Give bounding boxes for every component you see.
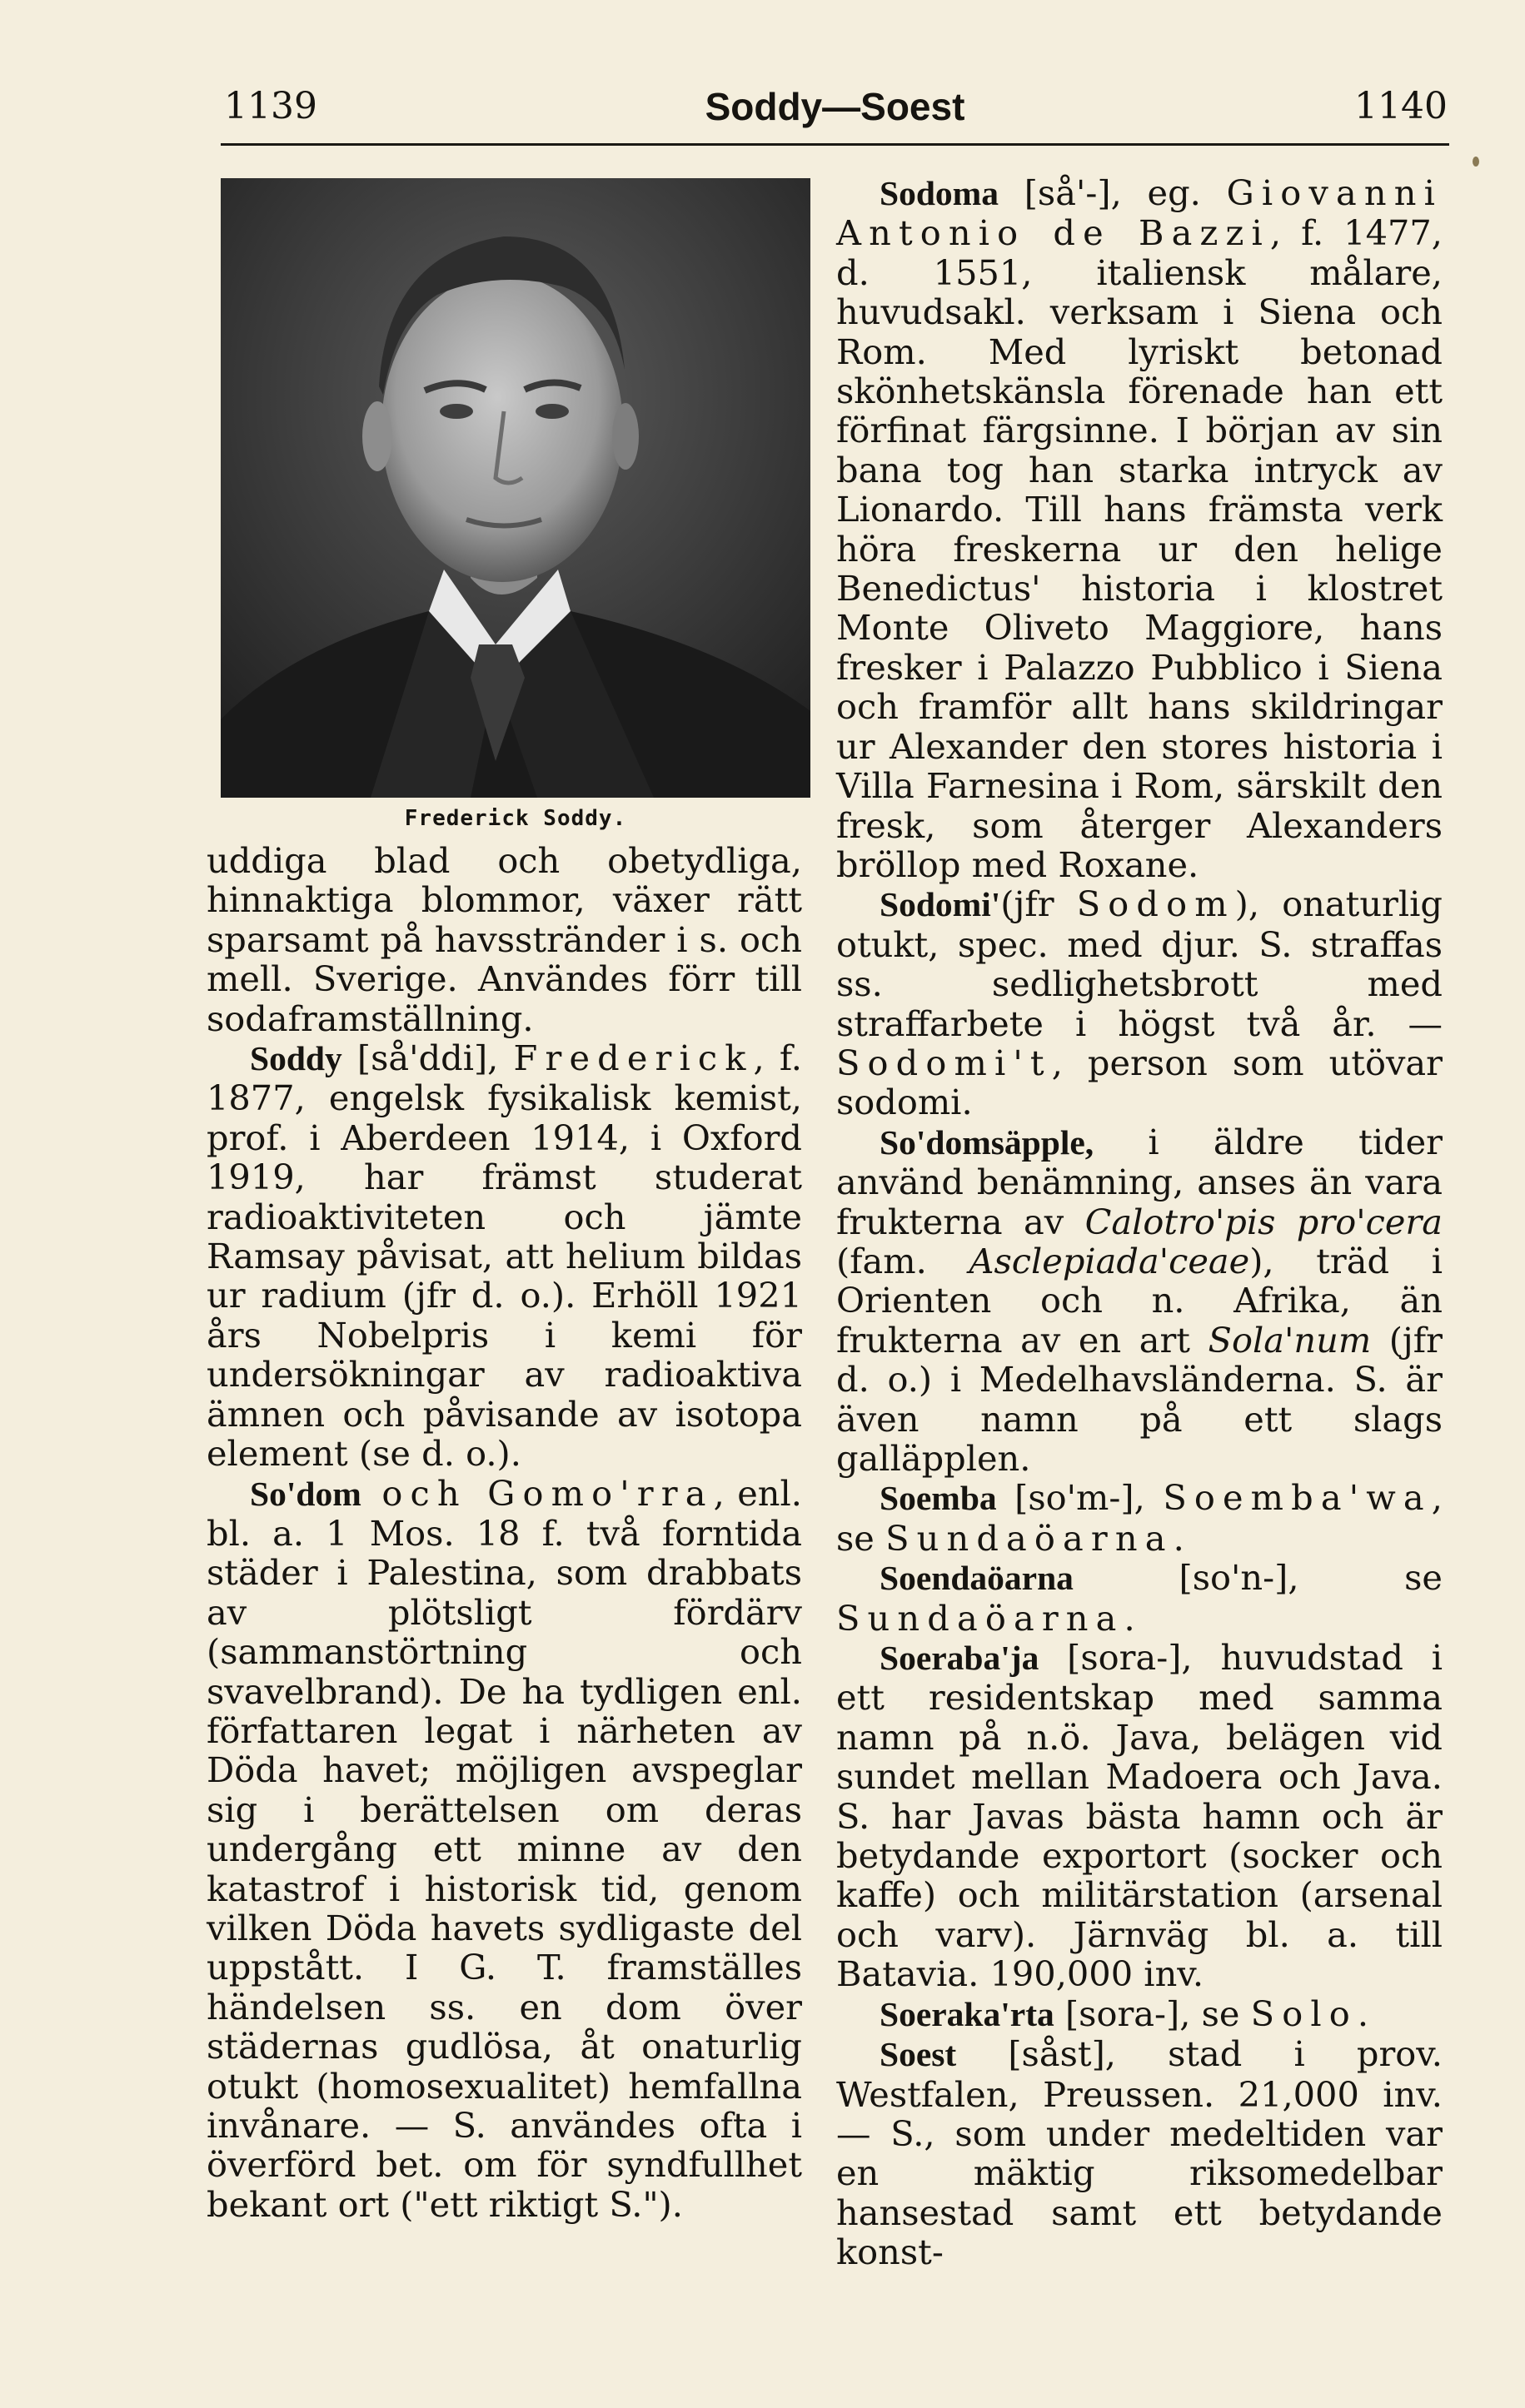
- entry-soddy: [207, 1038, 802, 1473]
- entry-text: (jfr: [1000, 883, 1077, 925]
- headword: So'domsäpple,: [880, 1122, 1094, 1162]
- entry-soerabaja: [836, 1638, 1443, 1994]
- entry-text: (fam.: [836, 1240, 969, 1281]
- entry-sodoma: [836, 173, 1443, 884]
- entry-text: ), onaturlig otukt, spec. med djur. S. straffas ss. sedlighetsbrott med straffarbete i högst två år. —: [836, 883, 1443, 1044]
- entry-text: , se: [836, 1477, 1443, 1559]
- entry-text: i äldre tider använd benämning, anses än vara frukterna av: [836, 1121, 1443, 1242]
- page-number-right: 1140: [1354, 85, 1448, 127]
- pronunciation: [så'ddi],: [341, 1037, 514, 1079]
- headword: Soddy: [250, 1039, 342, 1078]
- right-column: [836, 173, 1443, 2272]
- entry-text: .: [1357, 1993, 1369, 2034]
- pronunciation: [so'n-], se: [1073, 1557, 1443, 1599]
- cross-reference: Sundaöarna: [836, 1597, 1124, 1639]
- entry-sodomi: [836, 884, 1443, 1122]
- entry-text: ), träd i Orienten och n. Afrika, än frukterna av en art: [836, 1240, 1443, 1361]
- headword: Soendaöarna: [880, 1559, 1074, 1598]
- entry-soerakarta: [836, 1994, 1443, 2034]
- page-header: [221, 73, 1449, 140]
- entry-soendaoarna: [836, 1558, 1443, 1638]
- headword: Soeraka'rta: [880, 1994, 1054, 2033]
- entry-text: [såst], stad i prov. Westfalen, Preussen. 21,000 inv. — S., som under medeltiden var en mäktig riksomedelbar hansestad samt ett betydande konst-: [836, 2033, 1443, 2273]
- header-rule: [221, 143, 1449, 146]
- left-column: [207, 841, 802, 2224]
- pronunciation: [så'-], eg.: [998, 172, 1227, 213]
- entry-text: , f. 1477, d. 1551, italiensk målare, huvudsakl. verksam i Siena och Rom. Med lyriskt betonad skönhetskänsla förenade han ett förfinat färgsinne. I början av sin bana tog han starka intryck av Lionardo. Till hans främsta verk höra freskerna ur den helige Benedictus' historia i klostret Monte Oliveto Maggiore, hans fresker i Palazzo Pubblico i Siena och framför allt hans skildringar ur Alexander den stores historia i Villa Farnesina i Rom, särskilt den fresk, som återger Alexanders bröllop med Roxane.: [836, 212, 1443, 885]
- latin-name: Calotro'pis pro'cera: [1084, 1201, 1443, 1242]
- entry-soest: [836, 2034, 1443, 2271]
- spaced-name: Soemba'wa: [1163, 1477, 1432, 1519]
- headword: Soeraba'ja: [880, 1639, 1039, 1678]
- given-name: Frederick: [513, 1037, 754, 1079]
- spaced-name: Giovanni Antonio de Bazzi: [836, 172, 1443, 254]
- cross-reference: Solo: [1250, 1993, 1358, 2034]
- cross-reference: Sundaöarna: [885, 1517, 1174, 1559]
- entry-text: , f. 1877, engelsk fysikalisk kemist, prof. i Aberdeen 1914, i Oxford 1919, har främst studerat radioaktiviteten och jämte Ramsay påvisat, att helium bildas ur radium (jfr d. o.). Erhöll 1921 års Nobelpris i kemi för undersökningar av radioaktiva ämnen och påvisande av isotopa element (se d. o.).: [207, 1037, 802, 1475]
- pronunciation: [sora-], se: [1054, 1993, 1251, 2034]
- photo-caption: Frederick Soddy.: [404, 806, 627, 831]
- entry-sodomsapple: [836, 1122, 1443, 1479]
- entry-text: (jfr d. o.) i Medelhavsländerna. S. är även namn på ett slags galläpplen.: [836, 1319, 1443, 1479]
- entry-text: , person som utövar sodomi.: [836, 1042, 1443, 1123]
- continued-entry: uddiga blad och obetydliga, hinnaktiga blommor, växer rätt sparsamt på havsstränder i s. och mell. Sverige. Användes förr till sodaframställning.: [207, 840, 802, 1039]
- headword: Soemba: [880, 1479, 997, 1518]
- page-number-left: 1139: [224, 85, 317, 127]
- entry-text: .: [1173, 1517, 1184, 1559]
- portrait-photo: [221, 178, 810, 798]
- entry-text: , enl. bl. a. 1 Mos. 18 f. två forntida städer i Palestina, som drabbats av plötsligt fördärv (sammanstörtning och svavelbrand). De ha tydligen enl. författaren legat i närheten av Döda havet; möjligen avspeglar sig i berättelsen om deras undergång ett minne av den katastrof i historisk tid, genom vilken Döda havets sydligaste del uppstått. I G. T. framställes händelsen ss. en dom över städernas gudlösa, åt onaturlig otukt (homosexualitet) hemfallna invånare. — S. användes ofta i överförd bet. om för syndfullhet bekant ort ("ett riktigt S.").: [207, 1472, 802, 2225]
- portrait-image: [221, 178, 810, 798]
- headword: Soest: [880, 2035, 957, 2074]
- headword: Sodomi': [880, 885, 1001, 924]
- entry-text: .: [1124, 1597, 1135, 1639]
- latin-name: Sola'num: [1208, 1319, 1372, 1361]
- pronunciation: [so'm-],: [996, 1477, 1164, 1519]
- cross-reference: Sodom: [1076, 883, 1235, 925]
- latin-name: Asclepiada'ceae: [969, 1240, 1250, 1281]
- running-title: Soddy—Soest: [705, 85, 965, 128]
- headword: Sodoma: [880, 174, 999, 212]
- entry-sodom: [207, 1474, 802, 2225]
- spaced-term: Sodomi't: [836, 1042, 1052, 1083]
- headword: So'dom: [250, 1474, 361, 1513]
- entry-text: [sora-], huvudstad i ett residentskap med samma namn på n.ö. Java, belägen vid sundet mellan Madoera och Java. S. har Javas bästa hamn och är betydande exportort (socker och kaffe) och militärstation (arsenal och varv). Järnväg bl. a. till Batavia. 190,000 inv.: [836, 1637, 1443, 1995]
- spaced-name: och Gomo'rra: [361, 1472, 714, 1514]
- ink-speck: [1473, 157, 1479, 167]
- entry-soemba: [836, 1478, 1443, 1558]
